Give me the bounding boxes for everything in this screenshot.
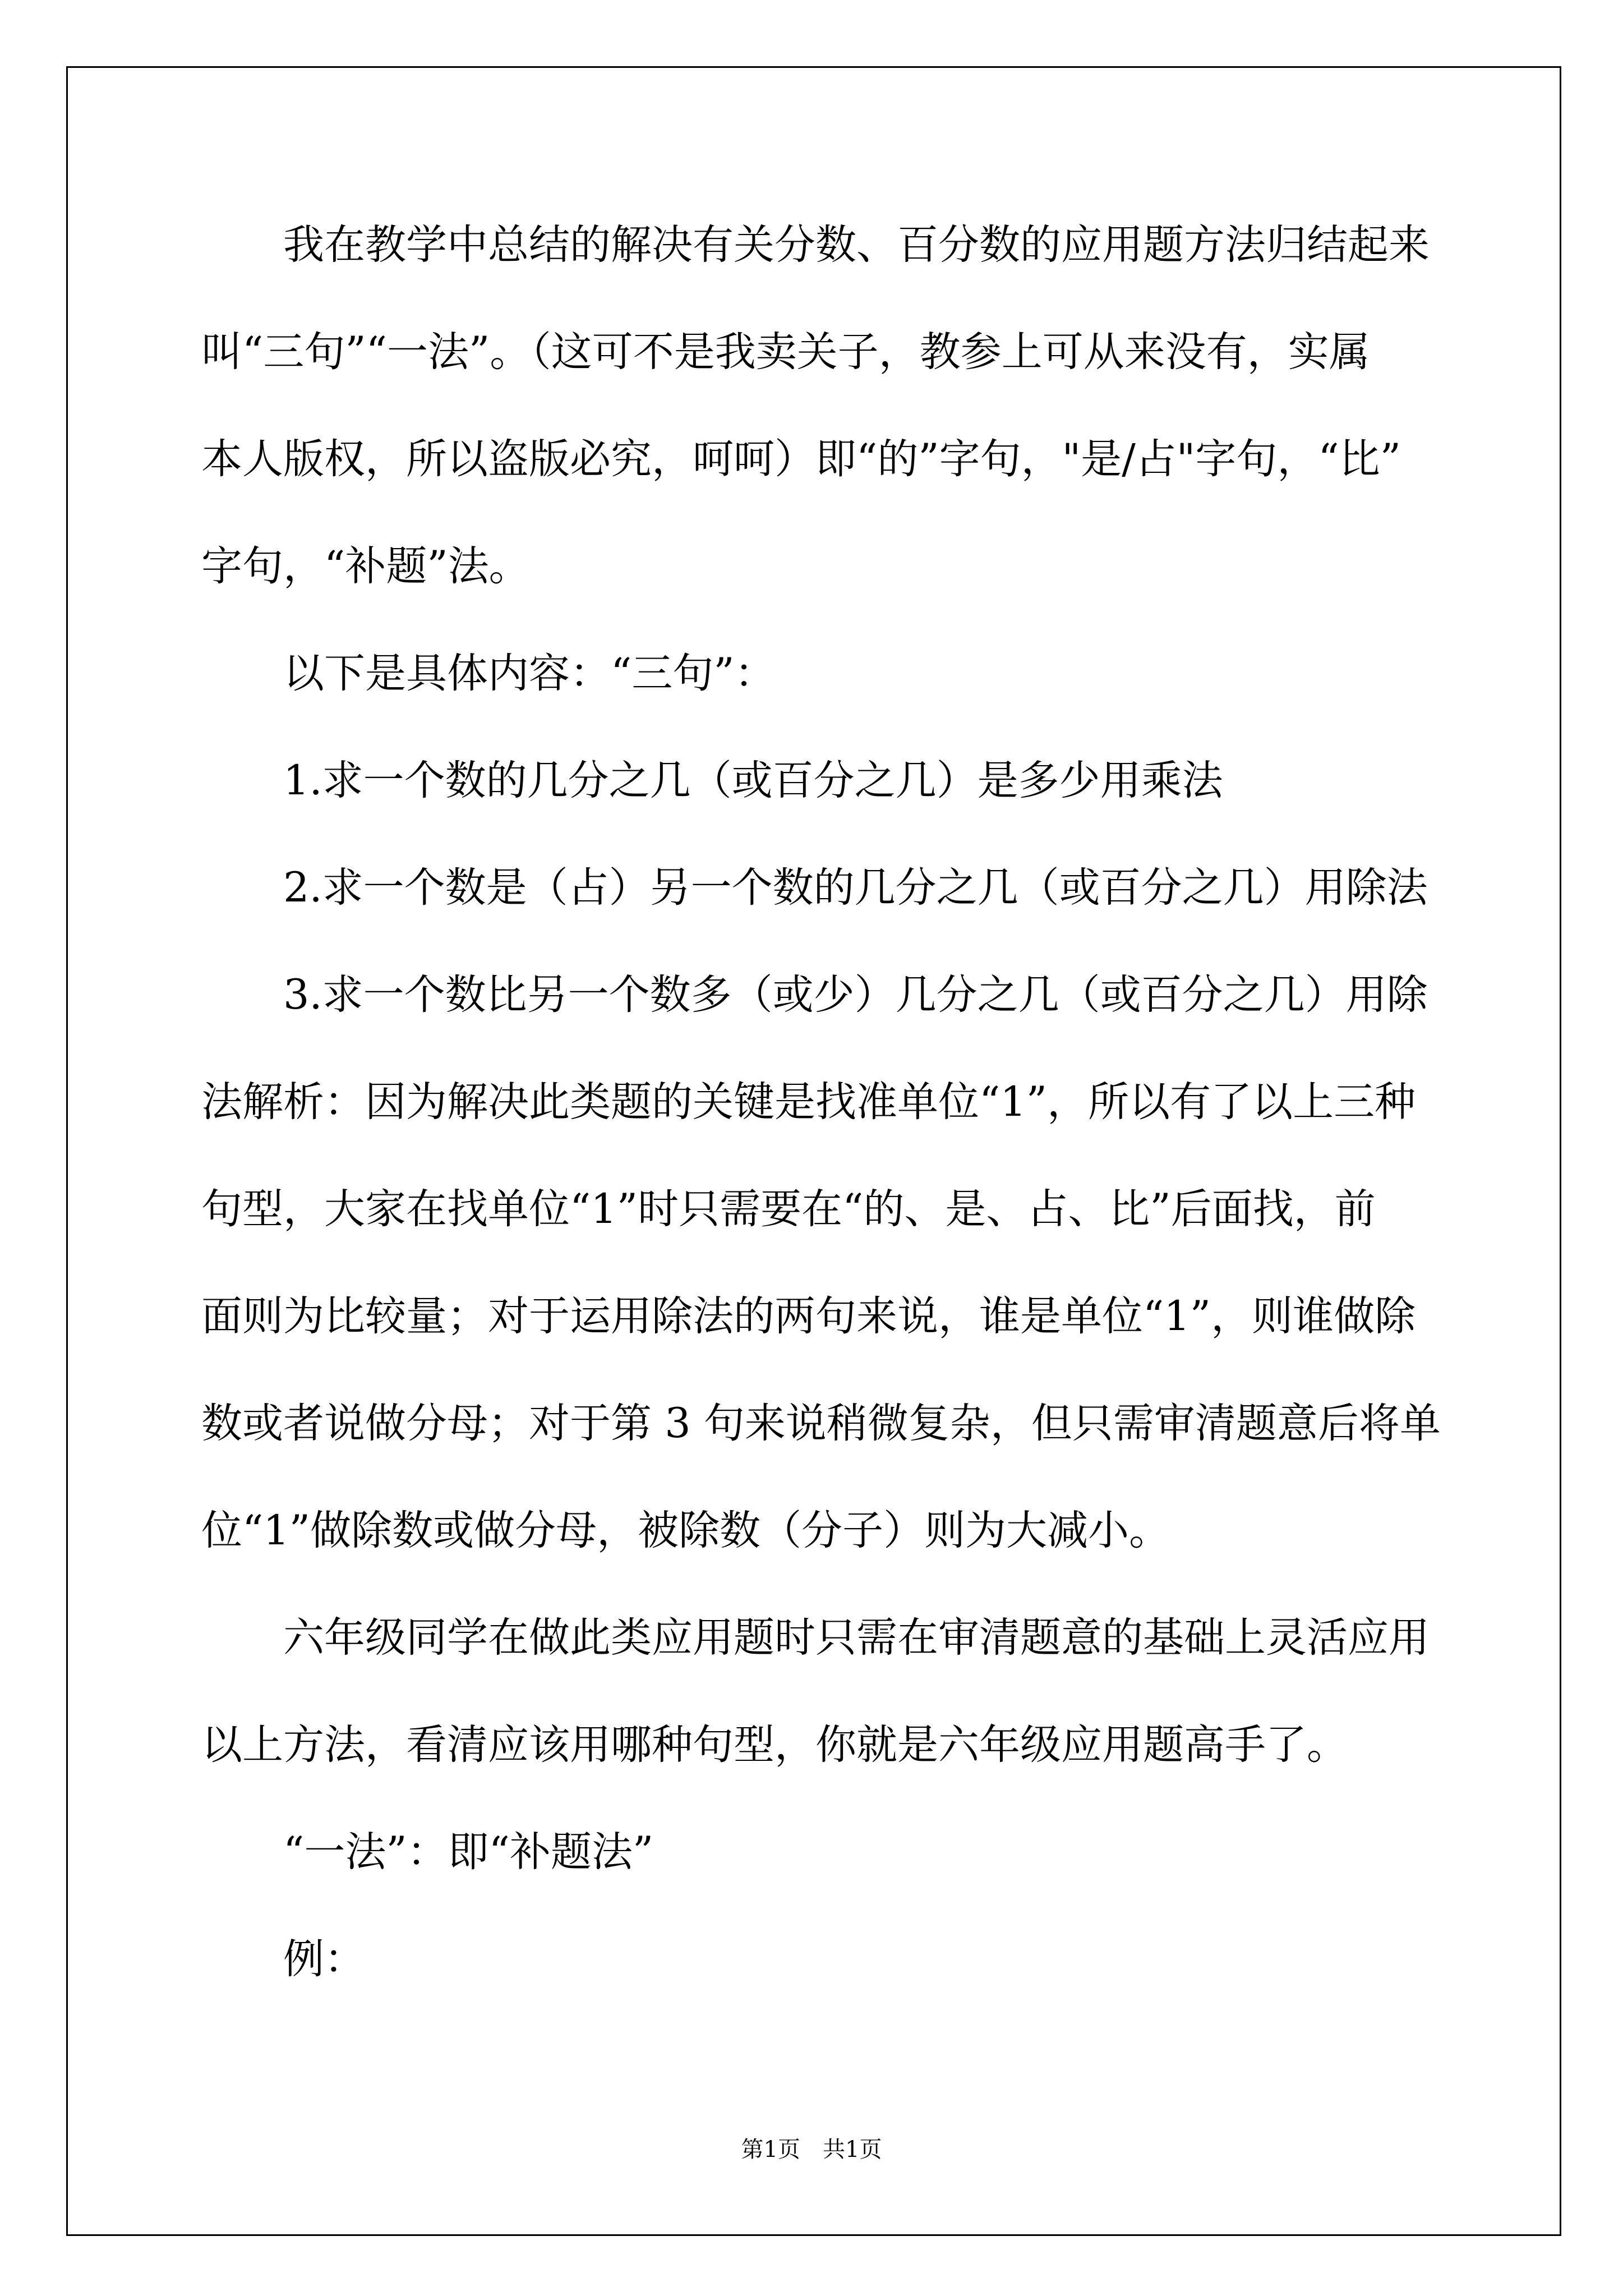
text-line: 六年级同学在做此类应用题时只需在审清题意的基础上灵活应用 bbox=[283, 1614, 1430, 1662]
text-line: 本人版权，所以盗版必究，呵呵）即“的”字句，"是/占"字句，“比” bbox=[201, 435, 1401, 483]
paragraph-example bbox=[201, 1906, 1452, 2013]
paragraph-one-method-heading bbox=[201, 1798, 1452, 1906]
page-number-footer: 第1页 共1页 bbox=[741, 2137, 882, 2162]
text-line: 1.求一个数的几分之几（或百分之几）是多少用乘法 bbox=[283, 757, 1223, 804]
text-line: “一法”：即“补题法” bbox=[283, 1828, 654, 1876]
paragraph-intro bbox=[201, 191, 1452, 620]
text-line: 3.求一个数比另一个数多（或少）几分之几（或百分之几）用除 bbox=[283, 971, 1428, 1019]
text-line: 我在教学中总结的解决有关分数、百分数的应用题方法归结起来 bbox=[283, 221, 1430, 269]
text-line: 字句，“补题”法。 bbox=[201, 542, 530, 590]
text-line: 数或者说做分母；对于第 3 句来说稍微复杂，但只需审清题意后将单 bbox=[201, 1400, 1441, 1447]
paragraph-rule-2 bbox=[201, 834, 1452, 941]
paragraph-rule-3-analysis bbox=[201, 941, 1452, 1584]
paragraph-three-sentences-heading bbox=[201, 620, 1452, 727]
text-line: 法解析：因为解决此类题的关键是找准单位“1”，所以有了以上三种 bbox=[201, 1078, 1416, 1126]
text-line: 以上方法，看清应该用哪种句型，你就是六年级应用题高手了。 bbox=[201, 1721, 1348, 1769]
text-line: 句型，大家在找单位“1”时只需要在“的、是、占、比”后面找，前 bbox=[201, 1185, 1376, 1233]
document-body bbox=[201, 191, 1452, 2013]
text-line: 面则为比较量；对于运用除法的两句来说，谁是单位“1”，则谁做除 bbox=[201, 1292, 1416, 1340]
text-line: 例： bbox=[283, 1935, 365, 1983]
text-line: 叫“三句”“一法”。（这可不是我卖关子，教参上可从来没有，实属 bbox=[201, 328, 1370, 376]
paragraph-conclusion bbox=[201, 1584, 1452, 1798]
text-line: 以下是具体内容：“三句”： bbox=[283, 650, 776, 697]
text-line: 2.求一个数是（占）另一个数的几分之几（或百分之几）用除法 bbox=[283, 864, 1428, 912]
paragraph-rule-1 bbox=[201, 727, 1452, 834]
text-line: 位“1”做除数或做分母，被除数（分子）则为大减小。 bbox=[201, 1507, 1170, 1554]
